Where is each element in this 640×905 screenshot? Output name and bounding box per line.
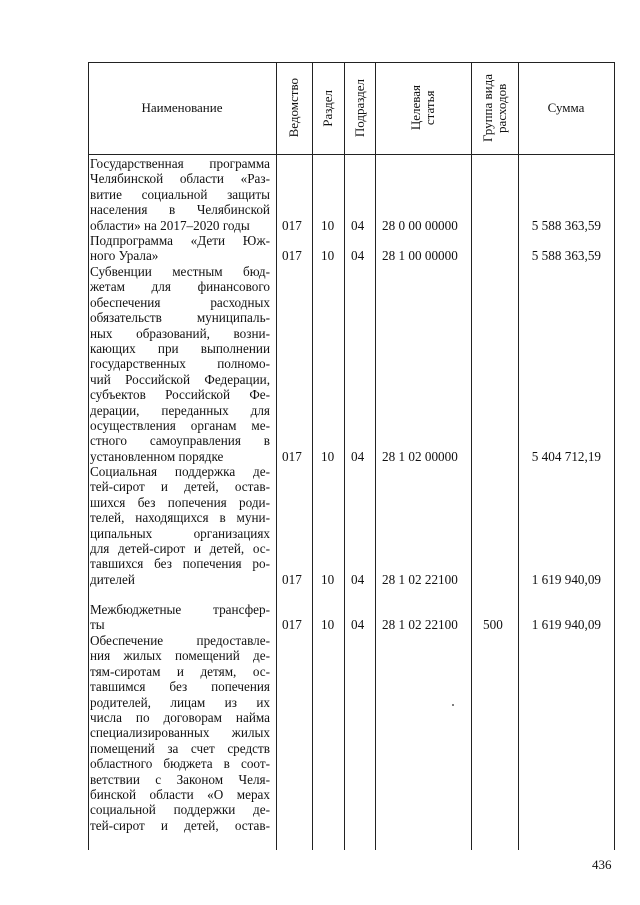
row-razdel: 10 [321,617,335,633]
row-celevaya: 28 0 00 00000 [382,217,458,233]
header-summa-label: Сумма [547,100,585,115]
row-name-line: ципальных организациях [90,525,270,541]
row-name-line: ния жилых помещений де- [90,648,270,664]
row-name-line: населения в Челябинской [90,202,270,218]
row-name-line: Субвенции местным бюд- [90,264,270,279]
row-vedomstvo: 017 [282,217,302,233]
scan-speck [452,704,454,706]
row-razdel: 10 [321,217,335,233]
row-podrazdel: 04 [351,571,365,587]
row-name-line: кающих при выполнении [90,340,270,356]
header-gruppa [471,62,518,154]
header-name [88,62,276,154]
row-name-line: ты [90,617,105,633]
header-podrazdel-label: Подраздел [351,78,367,138]
col-border [312,62,313,850]
row-celevaya: 28 1 00 00000 [382,248,458,264]
row-summa: 5 588 363,59 [531,248,601,264]
row-name-line: бинской области «О мерах [90,786,270,802]
row-name-line: ного Урала» [90,248,159,264]
row-name [90,264,270,464]
row-summa: 1 619 940,09 [531,571,601,587]
row-name-line: Подпрограмма «Дети Юж- [90,233,270,248]
row-name-line: тям-сиротам и детям, ос- [90,663,270,679]
col-border [614,62,615,850]
row-razdel: 10 [321,248,335,264]
row-name-line: дерации, переданных для [90,402,270,418]
header-vedomstvo [276,62,312,154]
col-border [88,62,89,850]
col-border [471,62,472,850]
header-gruppa-label: Группа вида расходов [479,74,509,142]
row-summa: 5 588 363,59 [531,217,601,233]
row-name-line: Межбюджетные трансфер- [90,602,270,617]
row-name-line: для детей-сирот и детей, ос- [90,540,270,556]
row-name-line: стного самоуправления в [90,433,270,449]
row-name-line: социальной поддержки де- [90,802,270,818]
row-name-line: чий Российской Федерации, [90,371,270,387]
header-celevaya [375,62,471,154]
row-name-line: установленном порядке [90,448,224,464]
col-border [518,62,519,850]
row-name-line: помещений за счет средств [90,740,270,756]
row-celevaya: 28 1 02 22100 [382,571,458,587]
col-border [375,62,376,850]
row-name-line: числа по договорам найма [90,709,270,725]
row-vedomstvo: 017 [282,617,302,633]
row-summa: 1 619 940,09 [531,617,601,633]
col-border [276,62,277,850]
header-summa [518,62,614,154]
row-name-line: ных образований, возни- [90,325,270,341]
row-name-line: шихся без попечения роди- [90,494,270,510]
row-name-line: дителей [90,571,135,587]
row-name-line: тавшимся без попечения [90,679,270,695]
header-name-label: Наименование [141,100,223,115]
row-razdel: 10 [321,571,335,587]
row-name-line: жетам для финансового [90,279,270,295]
header-razdel [312,62,344,154]
row-name-line: тей-сирот и детей, остав- [90,817,270,833]
row-name [90,633,270,833]
row-name-line: Государственная программа [90,156,270,171]
row-vedomstvo: 017 [282,448,302,464]
row-name-line: обеспечения расходных [90,294,270,310]
row-gruppa: 500 [483,617,503,633]
page-number: 436 [592,857,612,872]
row-name-line: специализированных жилых [90,725,270,741]
row-name-line: телей, находящихся в муни- [90,510,270,526]
row-celevaya: 28 1 02 22100 [382,617,458,633]
row-name-line: Обеспечение предоставле- [90,633,270,648]
row-name [90,602,270,633]
row-razdel: 10 [321,448,335,464]
header-vedomstvo-label: Ведомство [286,78,301,138]
header-razdel-label: Раздел [320,89,335,127]
row-name [90,156,270,233]
row-name-line: государственных полномо- [90,356,270,372]
row-podrazdel: 04 [351,617,365,633]
row-celevaya: 28 1 02 00000 [382,448,458,464]
header-celevaya-label: Целевая статья [408,85,437,131]
row-name [90,233,270,264]
row-podrazdel: 04 [351,448,365,464]
row-name-line: витие социальной защиты [90,186,270,202]
row-name-line: ветствии с Законом Челя- [90,771,270,787]
header-podrazdel [344,62,375,154]
row-name-line: осуществления органам ме- [90,417,270,433]
row-name-line: областного бюджета в соот- [90,756,270,772]
budget-table [88,62,615,850]
row-name-line: области» на 2017–2020 годы [90,217,250,233]
row-name-line: тавшихся без попечения ро- [90,556,270,572]
row-name-line: Социальная поддержка де- [90,464,270,479]
row-name [90,464,270,587]
row-name-line: обязательств муниципаль- [90,310,270,326]
row-vedomstvo: 017 [282,571,302,587]
row-name-line: родителей, лицам из их [90,694,270,710]
row-vedomstvo: 017 [282,248,302,264]
row-podrazdel: 04 [351,217,365,233]
row-name-line: субъектов Российской Фе- [90,387,270,403]
header-bottom-border [88,154,615,155]
row-summa: 5 404 712,19 [531,448,601,464]
row-name-line: Челябинской области «Раз- [90,171,270,187]
col-border [344,62,345,850]
row-podrazdel: 04 [351,248,365,264]
row-name-line: тей-сирот и детей, остав- [90,479,270,495]
